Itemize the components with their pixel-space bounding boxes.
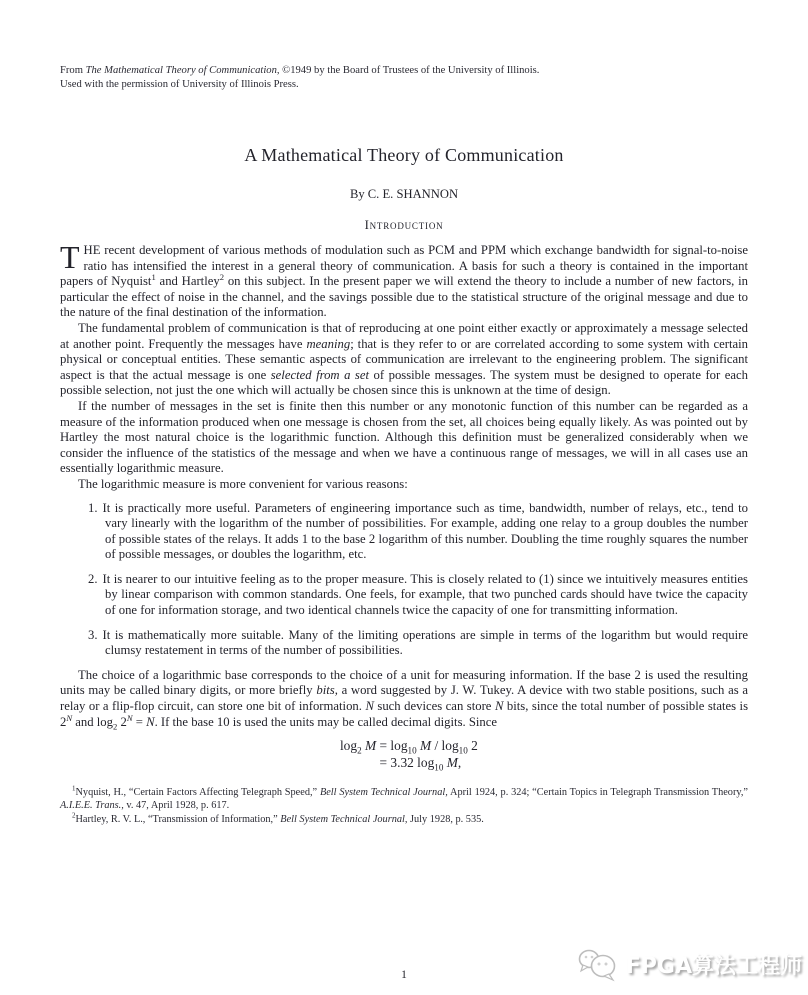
list-item-3-number: 3.	[88, 627, 98, 642]
paragraph-2: The fundamental problem of communication is that of reproducing at one point either exactly or approximately a message selected at another point. Frequently the messages have meaning; that is they refer to or are correlated according to some system with certain physical or conceptual entities. These semantic aspects of communication are irrelevant to the engineering problem. The significant aspect is that the actual message is one selected from a set of possible messages. The system must be designed to operate for each possible selection, not just the one which will actually be chosen since this is unknown at the time of design.	[60, 320, 748, 398]
reasons-list	[88, 501, 748, 659]
list-item-2-number: 2.	[88, 571, 98, 586]
footnote-2: $^2$Hartley, R. V. L., “Transmission of Information,” Bell System Technical Journal, July 1928, p. 535.	[72, 811, 484, 825]
equation-rhs-2: = 3.32 $\log_{10} M$,	[376, 755, 462, 773]
list-item-2-text: It is nearer to our intuitive feeling as to the proper measure. This is closely related to (1) since we intuitively measures entities by linear comparison with common standards. One feels, for example, that two punched cards should have twice the capacity of one for information storage, and two identical channels twice the capacity of one for transmitting information.	[102, 571, 748, 618]
page-number: 1	[401, 969, 407, 981]
paragraph-1	[60, 239, 748, 321]
list-item-3-text: It is mathematically more suitable. Many of the limiting operations are simple in terms of the logarithm but would require clumsy restatement in terms of the number of possibilities.	[102, 627, 748, 658]
list-item-1-text: It is practically more useful. Parameters of engineering importance such as time, bandwidth, number of relays, etc., tend to vary linearly with the logarithm of the number of possibilities. For example, adding one relay to a group doubles the number of possible states of the relays. It adds 1 to the base 2 logarithm of this number. Doubling the time roughly squares the number of possible messages, or doubles the logarithm, etc.	[102, 500, 748, 562]
paragraph-1-text: HE recent development of various methods of modulation such as PCM and PPM which exchange bandwidth for signal-to-noise ratio has intensified the interest in a general theory of communication. A basis for such a theory is contained in the important papers of Nyquist$^1$ and Hartley$^2$ on this subject. In the present paper we will extend the theory to include a number of new factors, in particular the effect of noise in the channel, and the savings possible due to the statistical structure of the original message and due to the nature of the final destination of the information.	[60, 243, 748, 320]
equation-block	[330, 737, 478, 771]
section-heading-introduction: Introduction	[364, 218, 444, 232]
watermark-text: FPGA算法工程师	[625, 953, 802, 979]
footnote-1: $^1$Nyquist, H., “Certain Factors Affecting Telegraph Speed,” Bell System Technical Journal, April 1924, p. 324; “Certain Topics in Telegraph Transmission Theory,” A.I.E.E. Trans., v. 47, April 1928, p. 617.	[60, 784, 748, 812]
paper-body	[60, 239, 749, 826]
copyright-line-1: From The Mathematical Theory of Communication, ©1949 by the Board of Trustees of the University of Illinois.	[60, 65, 540, 76]
paper-title: A Mathematical Theory of Communication	[244, 145, 564, 165]
equation-lhs: $\log_2 M$	[339, 738, 377, 756]
drop-cap: T	[60, 239, 80, 275]
chat-bubbles-icon	[576, 945, 618, 983]
equation-line-2	[330, 754, 478, 771]
equation-lhs-spacer	[330, 754, 376, 771]
copyright-notice	[60, 64, 748, 91]
footnotes	[60, 786, 748, 826]
list-item-1-number: 1.	[88, 500, 98, 515]
paragraph-3: If the number of messages in the set is finite then this number or any monotonic function of this number can be regarded as a measure of the information produced when one message is chosen from the set, all choices being equally likely. As was pointed out by Hartley the most natural choice is the logarithmic function. Although this definition must be generalized considerably when we consider the influence of the statistics of the message and when we have a continuous range of messages, we will in all cases use an essentially logarithmic measure.	[60, 398, 748, 476]
list-item-2	[88, 572, 748, 619]
paragraph-4: The logarithmic measure is more convenient for various reasons:	[78, 476, 408, 491]
equation-line-1	[330, 737, 478, 754]
paragraph-5: The choice of a logarithmic base corresponds to the choice of a unit for measuring information. If the base 2 is used the resulting units may be called binary digits, or more briefly bits, a word suggested by J. W. Tukey. A device with two stable positions, such as a relay or a flip-flop circuit, can store one bit of information. N such devices can store N bits, since the total number of possible states is $2^N$ and $\log_2 2^N = N$. If the base 10 is used the units may be called decimal digits. Since	[60, 667, 749, 732]
list-item-1	[88, 501, 748, 563]
list-item-3	[88, 628, 748, 659]
copyright-line-2: Used with the permission of University of Illinois Press.	[60, 78, 299, 90]
equation-rhs-1: = $\log_{10} M / \log_{10} 2$	[376, 738, 478, 756]
byline: By C. E. SHANNON	[349, 187, 459, 201]
watermark	[576, 945, 802, 983]
